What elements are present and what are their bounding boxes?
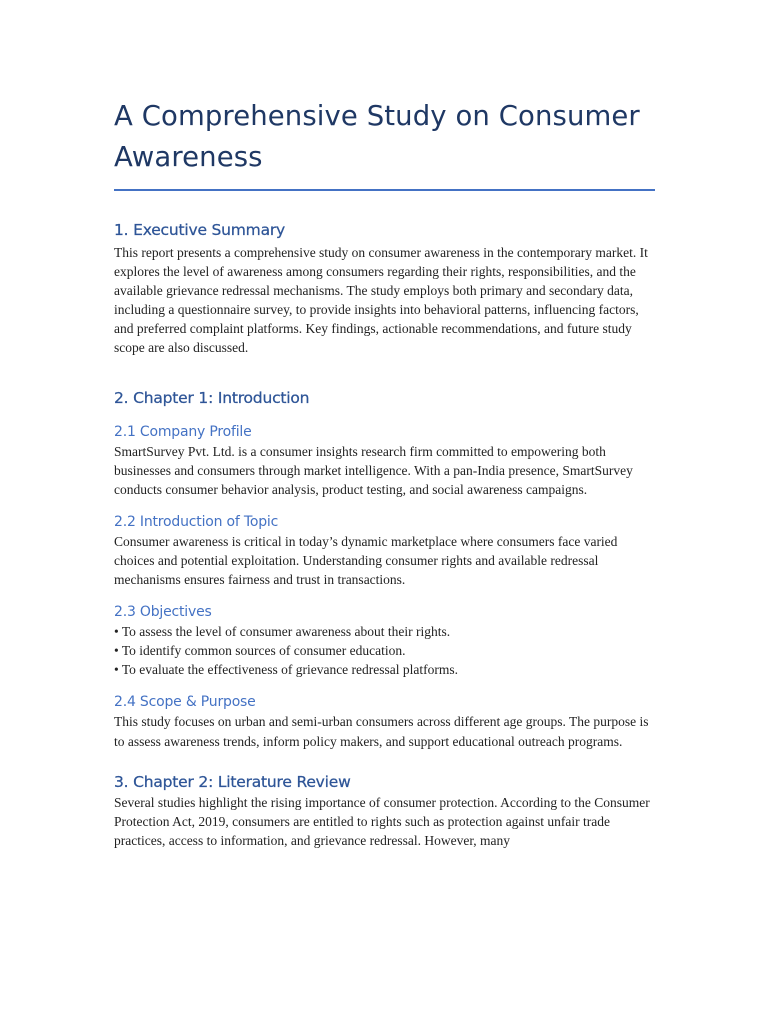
heading-objectives: 2.3 Objectives: [114, 604, 212, 621]
list-item: • To assess the level of consumer awareness about their rights.: [114, 624, 451, 640]
list-item: • To identify common sources of consumer education.: [114, 643, 406, 659]
company-profile-text: SmartSurvey Pvt. Ltd. is a consumer insights research firm committed to empowering both businesses and consumers through market intelligence. With a pan-India presence, SmartSurvey conducts consumer behavior analysis, product testing, and social awareness campaigns.: [114, 443, 633, 497]
heading-chapter-1: 2. Chapter 1: Introduction: [114, 388, 310, 407]
title-underline: [114, 189, 655, 191]
heading-company-profile: 2.1 Company Profile: [114, 423, 252, 440]
document-title: A Comprehensive Study on Consumer Awareness: [114, 100, 640, 173]
scope-purpose-text: This study focuses on urban and semi-urban consumers across different age groups. The purpose is to assess awareness trends, inform policy makers, and support educational outreach programs.: [114, 714, 649, 749]
heading-chapter-2: 3. Chapter 2: Literature Review: [114, 772, 351, 791]
list-item: • To evaluate the effectiveness of grievance redressal platforms.: [114, 662, 459, 678]
executive-summary-text: This report presents a comprehensive study on consumer awareness in the contemporary market. It explores the level of awareness among consumers regarding their rights, responsibilities, and the available grievance redressal mechanisms. The study employs both primary and secondary data, including a questionnaire survey, to provide insights into behavioral patterns, influencing factors, and preferred complaint platforms. Key findings, actionable recommendations, and future study scope are also discussed.: [114, 245, 648, 356]
objectives-list: [114, 622, 654, 679]
heading-scope-purpose: 2.4 Scope & Purpose: [114, 694, 256, 711]
introduction-of-topic-text: Consumer awareness is critical in today’s dynamic marketplace where consumers face varied choices and potential exploitation. Understanding consumer rights and available redressal mechanisms ensures fairness and trust in transactions.: [114, 533, 618, 588]
literature-review-text: Several studies highlight the rising importance of consumer protection. According to the Consumer Protection Act, 2019, consumers are entitled to rights such as protection against unfair trade practices, access to information, and grievance redressal. However, many: [114, 794, 650, 848]
heading-introduction-of-topic: 2.2 Introduction of Topic: [114, 513, 279, 530]
heading-executive-summary: 1. Executive Summary: [114, 221, 286, 239]
